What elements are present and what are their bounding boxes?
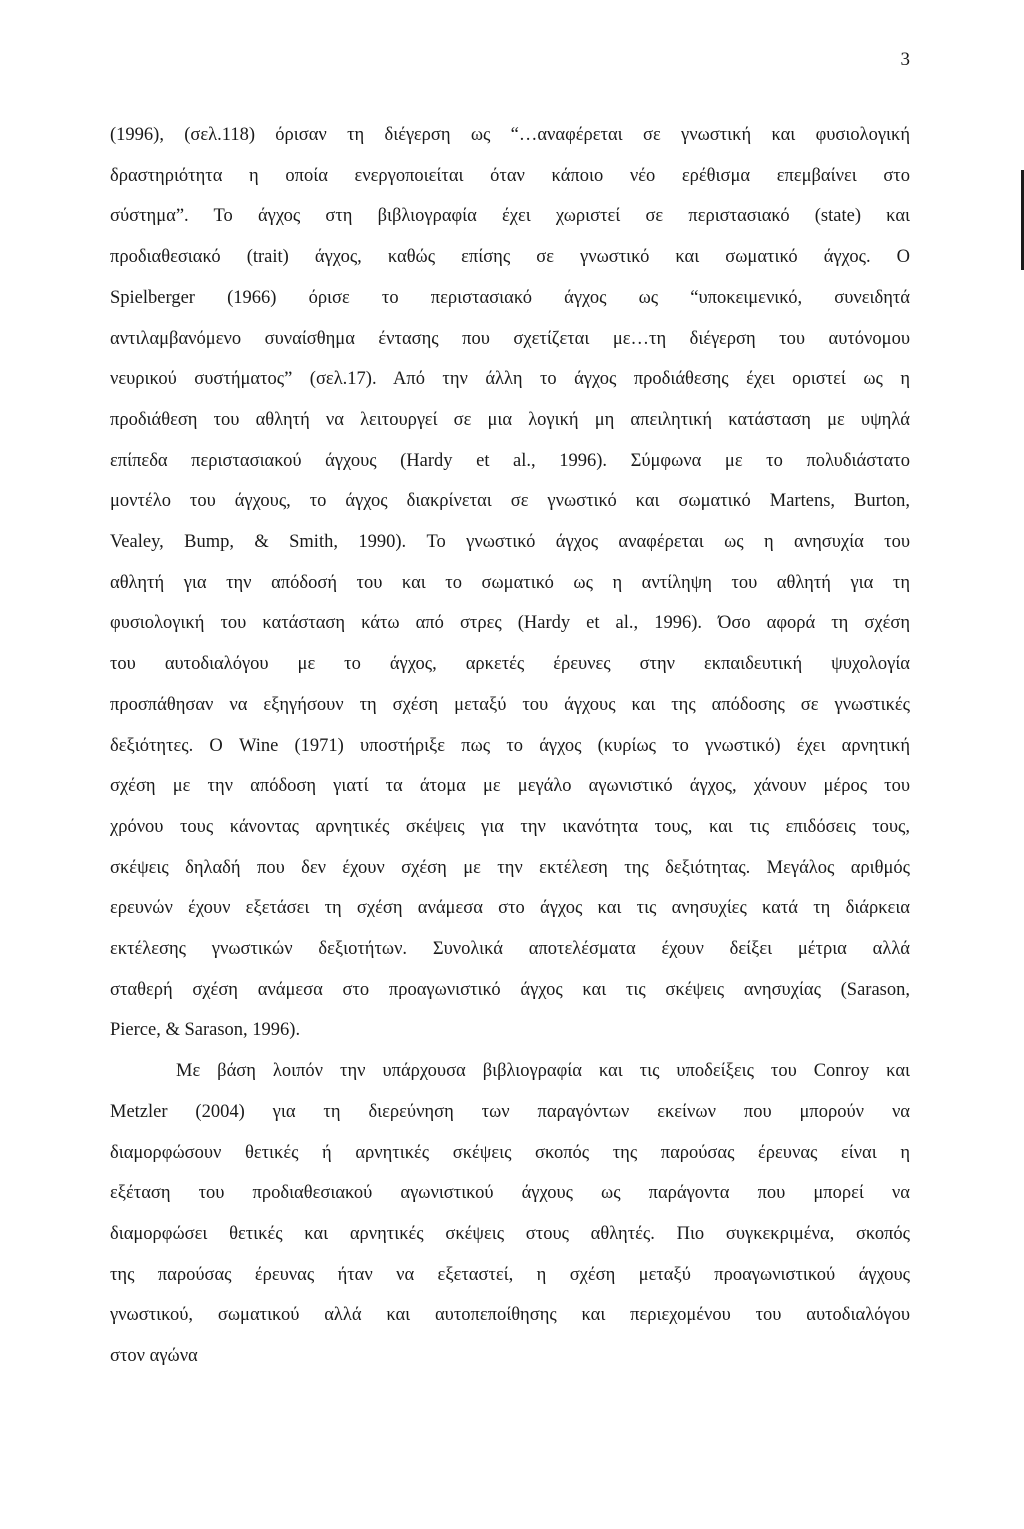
text-line: της παρούσας έρευνας ήταν να εξεταστεί, η σχέση μεταξύ προαγωνιστικού άγχους xyxy=(110,1264,910,1285)
text-line: σύστημα”. Το άγχος στη βιβλιογραφία έχει χωριστεί σε περιστασιακό (state) και xyxy=(110,206,910,227)
text-line: γνωστικού, σωματικού αλλά και αυτοπεποίθησης και περιεχομένου του αυτοδιαλόγου xyxy=(110,1305,910,1326)
text-line: Pierce, & Sarason, 1996). xyxy=(110,1020,301,1041)
text-line: φυσιολογική του κατάσταση κάτω από στρες (Hardy et al., 1996). Όσο αφορά τη σχέση xyxy=(110,613,910,634)
text-line: διαμορφώσουν θετικές ή αρνητικές σκέψεις σκοπός της παρούσας έρευνας είναι η xyxy=(110,1142,910,1163)
paragraph-2 xyxy=(110,1051,910,1377)
page-number: 3 xyxy=(900,49,910,70)
text-line: επίπεδα περιστασιακού άγχους (Hardy et al., 1996). Σύμφωνα με το πολυδιάστατο xyxy=(110,450,910,471)
text-line: Spielberger (1966) όρισε το περιστασιακό άγχος ως “υποκειμενικό, συνειδητά xyxy=(110,287,910,308)
text-line: σταθερή σχέση ανάμεσα στο προαγωνιστικό άγχος και τις σκέψεις ανησυχίας (Sarason, xyxy=(110,979,910,1000)
text-line: σκέψεις δηλαδή που δεν έχουν σχέση με την εκτέλεση της δεξιότητας. Μεγάλος αριθμός xyxy=(110,857,910,878)
text-line: προσπάθησαν να εξηγήσουν τη σχέση μεταξύ του άγχους και της απόδοσης σε γνωστικές xyxy=(110,694,910,715)
text-line: Vealey, Bump, & Smith, 1990). Το γνωστικό άγχος αναφέρεται ως η ανησυχία του xyxy=(110,532,910,553)
text-line: διαμορφώσει θετικές και αρνητικές σκέψεις στους αθλητές. Πιο συγκεκριμένα, σκοπός xyxy=(110,1223,910,1244)
text-line: εξέταση του προδιαθεσιακού αγωνιστικού άγχους ως παράγοντα που μπορεί να xyxy=(110,1183,910,1204)
text-line: Metzler (2004) για τη διερεύνηση των παραγόντων εκείνων που μπορούν να xyxy=(110,1101,910,1122)
text-line: προδιάθεση του αθλητή να λειτουργεί σε μια λογική μη απειλητική κατάσταση με υψηλά xyxy=(110,409,910,430)
text-line: (1996), (σελ.118) όρισαν τη διέγερση ως “…αναφέρεται σε γνωστική και φυσιολογική xyxy=(110,125,910,145)
text-line: μοντέλο του άγχους, το άγχος διακρίνεται σε γνωστικό και σωματικό Martens, Burton, xyxy=(110,491,910,512)
text-line: αθλητή για την απόδοσή του και το σωματικό ως η αντίληψη του αθλητή για τη xyxy=(110,572,910,593)
text-line: νευρικού συστήματος” (σελ.17). Από την άλλη το άγχος προδιάθεσης έχει οριστεί ως η xyxy=(110,369,910,390)
text-line: χρόνου τους κάνοντας αρνητικές σκέψεις για την ικανότητα τους, και τις επιδόσεις τους, xyxy=(110,816,910,837)
text-line: Με βάση λοιπόν την υπάρχουσα βιβλιογραφία και τις υποδείξεις του Conroy και xyxy=(176,1061,910,1082)
text-line: στον αγώνα xyxy=(110,1346,198,1367)
paragraph-1 xyxy=(110,115,910,1051)
text-line: προδιαθεσιακό (trait) άγχος, καθώς επίσης σε γνωστικό και σωματικό άγχος. Ο xyxy=(110,247,910,268)
text-line: εκτέλεσης γνωστικών δεξιοτήτων. Συνολικά αποτελέσματα έχουν δείξει μέτρια αλλά xyxy=(110,939,910,960)
text-line: δραστηριότητα η οποία ενεργοποιείται όταν κάποιο νέο ερέθισμα επεμβαίνει στο xyxy=(110,165,910,186)
text-line: αντιλαμβανόμενο συναίσθημα έντασης που σχετίζεται με…τη διέγερση του αυτόνομου xyxy=(110,328,910,349)
text-line: του αυτοδιαλόγου με το άγχος, αρκετές έρευνες στην εκπαιδευτική ψυχολογία xyxy=(110,654,910,675)
text-line: δεξιότητες. Ο Wine (1971) υποστήριξε πως το άγχος (κυρίως το γνωστικό) έχει αρνητική xyxy=(110,735,910,756)
text-line: σχέση με την απόδοση γιατί τα άτομα με μεγάλο αγωνιστικό άγχος, χάνουν μέρος του xyxy=(110,776,910,797)
text-line: ερευνών έχουν εξετάσει τη σχέση ανάμεσα στο άγχος και τις ανησυχίες κατά τη διάρκεια xyxy=(110,898,910,919)
document-body xyxy=(110,115,910,1377)
